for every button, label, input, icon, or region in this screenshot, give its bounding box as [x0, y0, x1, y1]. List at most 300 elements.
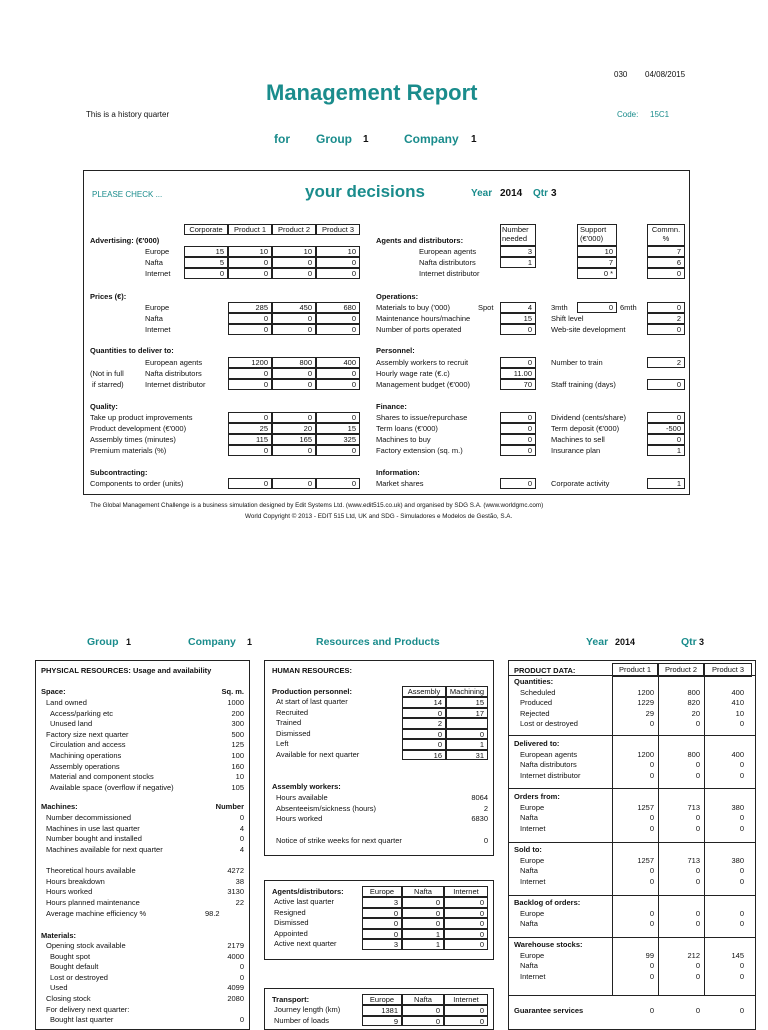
website-label: Web-site development — [551, 325, 626, 334]
machines-buy-label: Machines to buy — [376, 435, 431, 444]
operations-label: Operations: — [376, 292, 419, 301]
agents-row-label: Internet distributor — [419, 269, 480, 278]
market-shares-label: Market shares — [376, 479, 424, 488]
advertising-row-label: Internet — [145, 269, 171, 278]
machine-row-value: 4 — [239, 844, 244, 854]
advertising-europe-p3[interactable]: 10 — [316, 246, 360, 257]
product-row-value: 0 — [739, 961, 744, 971]
agent-europe-value: 0 — [362, 918, 402, 929]
transport-europe-header: Europe — [362, 994, 402, 1005]
personnel-label: Personnel: — [376, 346, 415, 355]
recruit-label: Assembly workers to recruit — [376, 358, 469, 367]
col-header-product-2: Product 2 — [272, 224, 316, 235]
p2-company-value: 1 — [247, 637, 253, 647]
price-europe-p2[interactable]: 450 — [272, 302, 316, 313]
product-data-title: PRODUCT DATA: — [514, 666, 576, 675]
information-label: Information: — [376, 468, 420, 477]
machines-sell-input[interactable]: 0 — [647, 434, 685, 445]
nafta-distributors-commission[interactable]: 6 — [647, 257, 685, 268]
shares-input[interactable]: 0 — [500, 412, 536, 423]
materials-label: Materials: — [41, 931, 77, 940]
production-row-label: At start of last quarter — [276, 697, 348, 706]
ports-input[interactable]: 0 — [500, 324, 536, 335]
qty-internet-p2[interactable]: 0 — [272, 379, 316, 390]
product-row-value: 0 — [649, 876, 654, 886]
product-row-value: 145 — [731, 950, 744, 960]
nafta-distributors-number[interactable]: 1 — [500, 257, 536, 268]
production-row-label: Recruited — [276, 707, 309, 717]
product-row-value: 0 — [739, 813, 744, 823]
group-value: 1 — [363, 134, 369, 145]
quantities-row-label: Nafta distributors — [145, 369, 202, 378]
price-nafta-p2[interactable]: 0 — [272, 313, 316, 324]
agents-europe-header: Europe — [362, 886, 402, 897]
assembly-worker-label: Hours available — [276, 793, 328, 802]
european-agents-support[interactable]: 10 — [577, 246, 617, 257]
machines-sell-label: Machines to sell — [551, 435, 605, 444]
col-header-product-3: Product 3 — [316, 224, 360, 235]
term-deposit-label: Term deposit (€'000) — [551, 424, 620, 433]
product-row-label: Europe — [520, 908, 545, 918]
product-row-label: Rejected — [520, 708, 550, 718]
advertising-internet-corporate[interactable]: 0 — [184, 268, 228, 279]
machine-row-label: Machines in use last quarter — [46, 823, 140, 833]
internet-distributor-commission[interactable]: 0 — [647, 268, 685, 279]
space-row-value: 300 — [231, 719, 244, 729]
assembly-worker-label: Absenteeism/sickness (hours) — [276, 803, 377, 813]
price-nafta-p3[interactable]: 0 — [316, 313, 360, 324]
product-section-divider — [508, 675, 756, 676]
components-p2[interactable]: 0 — [272, 478, 316, 489]
machining-value: 31 — [446, 750, 488, 761]
maintenance-input[interactable]: 15 — [500, 313, 536, 324]
quantities-row-note: if starred) — [92, 380, 124, 389]
space-row-label: Machining operations — [50, 751, 122, 760]
material-row-label: For delivery next quarter: — [46, 1004, 130, 1014]
product-3-header: Product 3 — [704, 663, 752, 677]
product-row-label: Nafta distributors — [520, 760, 577, 770]
product-row-value: 0 — [649, 760, 654, 770]
advertising-internet-p1[interactable]: 0 — [228, 268, 272, 279]
group-label: Group — [316, 132, 352, 146]
quality-premium-p1[interactable]: 0 — [228, 445, 272, 456]
spot-label: Spot — [478, 303, 494, 312]
material-row-value: 0 — [239, 1015, 244, 1025]
space-row-value: 500 — [231, 729, 244, 739]
product-section-divider — [508, 895, 756, 896]
product-row-value: 0 — [695, 919, 700, 929]
product-row-value: 0 — [649, 770, 654, 780]
budget-label: Management budget (€'000) — [376, 380, 470, 389]
agent-nafta-value: 1 — [402, 929, 444, 940]
quality-improvements-p2[interactable]: 0 — [272, 412, 316, 423]
materials-6mth-input[interactable]: 0 — [647, 302, 685, 313]
product-row-value: 1200 — [637, 687, 654, 697]
shares-label: Shares to issue/repurchase — [376, 413, 468, 422]
space-row-label: Available space (overflow if negative) — [50, 782, 174, 792]
transport-europe-value: 9 — [362, 1016, 402, 1027]
strike-value: 0 — [483, 836, 488, 845]
term-loans-input[interactable]: 0 — [500, 423, 536, 434]
material-row-label: Used — [50, 983, 68, 993]
decisions-title: your decisions — [305, 182, 425, 201]
machines-unit: Number — [215, 802, 244, 811]
transport-nafta-value: 0 — [402, 1005, 444, 1016]
corporate-activity-label: Corporate activity — [551, 479, 610, 488]
efficiency-value: 98.2 — [205, 909, 220, 918]
advertising-internet-p2[interactable]: 0 — [272, 268, 316, 279]
material-row-label: Closing stock — [46, 994, 91, 1003]
product-section-label: Delivered to: — [514, 739, 560, 748]
machine-row-label: Machines available for next quarter — [46, 844, 163, 854]
price-nafta-p1[interactable]: 0 — [228, 313, 272, 324]
report-ref-number: 030 — [614, 70, 628, 79]
number-needed-header: Number needed — [500, 224, 536, 246]
product-section-label: Backlog of orders: — [514, 898, 581, 907]
staff-training-input[interactable]: 0 — [647, 379, 685, 390]
product-row-value: 0 — [649, 919, 654, 929]
space-row-label: Factory size next quarter — [46, 729, 129, 739]
product-row-value: 0 — [695, 876, 700, 886]
product-section-label: Orders from: — [514, 792, 560, 801]
recruit-input[interactable]: 0 — [500, 357, 536, 368]
commission-header: Commn. % — [647, 224, 685, 246]
shift-level-input[interactable]: 2 — [647, 313, 685, 324]
transport-nafta-header: Nafta — [402, 994, 444, 1005]
price-internet-p1[interactable]: 0 — [228, 324, 272, 335]
quality-improvements-p1[interactable]: 0 — [228, 412, 272, 423]
quality-improvements-p3[interactable]: 0 — [316, 412, 360, 423]
report-date: 04/08/2015 — [645, 70, 686, 79]
qty-internet-p3[interactable]: 0 — [316, 379, 360, 390]
agents-nafta-header: Nafta — [402, 886, 444, 897]
code-label: Code: — [617, 110, 639, 119]
prices-row-label: Europe — [145, 303, 170, 312]
production-row-label: Left — [276, 739, 289, 748]
p2-qtr-value: 3 — [699, 637, 705, 647]
machining-value: 15 — [446, 697, 488, 708]
qty-internet-p1[interactable]: 0 — [228, 379, 272, 390]
advertising-nafta-p3[interactable]: 0 — [316, 257, 360, 268]
qty-nafta-p2[interactable]: 0 — [272, 368, 316, 379]
quality-development-p3[interactable]: 15 — [316, 423, 360, 434]
agents-label: Agents and distributors: — [376, 236, 464, 245]
machine-hours-label: Hours worked — [46, 887, 93, 897]
agent-europe-value: 0 — [362, 908, 402, 919]
product-row-label: Europe — [520, 855, 545, 865]
product-row-value: 0 — [739, 719, 744, 729]
p2-group-value: 1 — [126, 637, 132, 647]
decisions-qtr-value: 3 — [551, 188, 557, 199]
agent-row-label: Dismissed — [274, 918, 309, 928]
price-internet-p3[interactable]: 0 — [316, 324, 360, 335]
product-row-label: European agents — [520, 749, 578, 759]
advertising-internet-p3[interactable]: 0 — [316, 268, 360, 279]
space-row-value: 105 — [231, 782, 244, 792]
machining-col-header: Machining — [446, 686, 488, 697]
quality-development-p1[interactable]: 25 — [228, 423, 272, 434]
space-row-label: Unused land — [50, 719, 93, 729]
product-row-value: 380 — [731, 802, 744, 812]
p2-company-label: Company — [188, 636, 236, 648]
product-row-value: 0 — [695, 823, 700, 833]
product-section-divider — [508, 788, 756, 789]
human-title: HUMAN RESOURCES: — [272, 666, 353, 675]
product-row-value: 400 — [731, 749, 744, 759]
product-row-value: 713 — [687, 855, 700, 865]
product-row-value: 0 — [739, 760, 744, 770]
product-row-value: 1257 — [637, 802, 654, 812]
assembly-worker-label: Hours worked — [276, 814, 323, 823]
european-agents-number[interactable]: 3 — [500, 246, 536, 257]
product-row-value: 0 — [649, 866, 654, 876]
code-value: 15C1 — [650, 110, 670, 119]
corporate-activity-input[interactable]: 1 — [647, 478, 685, 489]
assembly-value: 0 — [402, 739, 446, 750]
product-row-value: 0 — [739, 919, 744, 929]
price-europe-p3[interactable]: 680 — [316, 302, 360, 313]
please-check-label: PLEASE CHECK ... — [92, 190, 163, 199]
machines-label: Machines: — [41, 802, 78, 811]
product-row-label: Produced — [520, 698, 553, 708]
assembly-value: 14 — [402, 697, 446, 708]
product-row-value: 0 — [649, 719, 654, 729]
subcontracting-label: Subcontracting: — [90, 468, 148, 477]
materials-spot-input[interactable]: 4 — [500, 302, 536, 313]
website-input[interactable]: 0 — [647, 324, 685, 335]
product-row-value: 0 — [695, 961, 700, 971]
quality-assembly-p1[interactable]: 115 — [228, 434, 272, 445]
product-row-label: Internet — [520, 823, 546, 833]
history-note: This is a history quarter — [86, 110, 170, 119]
transport-nafta-value: 0 — [402, 1016, 444, 1027]
product-row-value: 0 — [739, 876, 744, 886]
product-row-value: 1229 — [637, 698, 654, 708]
company-value: 1 — [471, 134, 477, 145]
product-section-divider — [508, 842, 756, 843]
assembly-value: 16 — [402, 750, 446, 761]
transport-row-label: Journey length (km) — [274, 1005, 341, 1014]
product-row-value: 212 — [687, 950, 700, 960]
train-input[interactable]: 2 — [647, 357, 685, 368]
six-month-label: 6mth — [620, 303, 637, 312]
product-row-value: 820 — [687, 698, 700, 708]
space-row-value: 100 — [231, 751, 244, 760]
footer-line-1: The Global Management Challenge is a business simulation designed by Edit Systems Ltd. (www.edit515.co.uk) and organised by SDG S.A. (www.worldgmc.com) — [90, 502, 544, 509]
transport-label: Transport: — [272, 995, 310, 1004]
machine-hours-value: 4272 — [227, 866, 244, 875]
material-row-value: 4000 — [227, 951, 244, 961]
advertising-europe-corporate[interactable]: 15 — [184, 246, 228, 257]
advertising-label: Advertising: (€'000) — [90, 236, 160, 245]
product-section-label: Warehouse stocks: — [514, 940, 583, 949]
product-section-divider — [508, 937, 756, 938]
transport-internet-value: 0 — [444, 1016, 488, 1027]
machining-value: 1 — [446, 739, 488, 750]
product-row-value: 0 — [695, 813, 700, 823]
product-row-value: 0 — [739, 908, 744, 918]
product-row-value: 1257 — [637, 855, 654, 865]
staff-training-label: Staff training (days) — [551, 380, 616, 389]
nafta-distributors-support[interactable]: 7 — [577, 257, 617, 268]
material-row-label: Bought last quarter — [50, 1015, 114, 1025]
guarantee-value: 0 — [739, 1006, 744, 1015]
space-row-label: Access/parking etc — [50, 708, 113, 718]
quality-premium-p2[interactable]: 0 — [272, 445, 316, 456]
agent-nafta-value: 0 — [402, 918, 444, 929]
agent-internet-value: 0 — [444, 929, 488, 940]
train-label: Number to train — [551, 358, 603, 367]
qty-european-agents-p1[interactable]: 1200 — [228, 357, 272, 368]
advertising-europe-p2[interactable]: 10 — [272, 246, 316, 257]
strike-label: Notice of strike weeks for next quarter — [276, 836, 402, 845]
quality-assembly-p3[interactable]: 325 — [316, 434, 360, 445]
agent-europe-value: 3 — [362, 897, 402, 908]
agents-row-label: Nafta distributors — [419, 258, 476, 267]
space-row-value: 10 — [235, 772, 244, 782]
for-label: for — [274, 132, 290, 146]
space-unit: Sq. m. — [221, 687, 244, 696]
quality-premium-p3[interactable]: 0 — [316, 445, 360, 456]
material-row-value: 2179 — [227, 941, 244, 950]
product-row-value: 410 — [731, 698, 744, 708]
assembly-worker-value: 8064 — [471, 793, 488, 802]
agent-internet-value: 0 — [444, 897, 488, 908]
advertising-nafta-corporate[interactable]: 5 — [184, 257, 228, 268]
product-row-value: 29 — [645, 708, 654, 718]
product-row-label: Nafta — [520, 961, 538, 971]
product-row-value: 10 — [735, 708, 744, 718]
product-row-value: 0 — [695, 760, 700, 770]
internet-distributor-support[interactable]: 0 * — [577, 268, 617, 279]
three-month-label: 3mth — [551, 303, 568, 312]
material-row-value: 0 — [239, 972, 244, 982]
components-p3[interactable]: 0 — [316, 478, 360, 489]
dividend-label: Dividend (cents/share) — [551, 413, 627, 422]
machine-row-value: 0 — [239, 834, 244, 844]
product-row-value: 0 — [649, 961, 654, 971]
market-shares-input[interactable]: 0 — [500, 478, 536, 489]
agent-internet-value: 0 — [444, 939, 488, 950]
qty-nafta-p3[interactable]: 0 — [316, 368, 360, 379]
agent-internet-value: 0 — [444, 918, 488, 929]
product-row-value: 0 — [695, 908, 700, 918]
advertising-nafta-p2[interactable]: 0 — [272, 257, 316, 268]
wage-input[interactable]: 11.00 — [500, 368, 536, 379]
machine-row-value: 0 — [239, 813, 244, 822]
qty-european-agents-p3[interactable]: 400 — [316, 357, 360, 368]
production-row-label: Trained — [276, 718, 302, 727]
advertising-nafta-p1[interactable]: 0 — [228, 257, 272, 268]
quantities-row-label: Internet distributor — [145, 380, 206, 389]
p2-group-label: Group — [87, 636, 119, 648]
factory-extension-input[interactable]: 0 — [500, 445, 536, 456]
insurance-input[interactable]: 1 — [647, 445, 685, 456]
material-row-label: Lost or destroyed — [50, 972, 108, 982]
space-row-value: 160 — [231, 761, 244, 771]
transport-internet-header: Internet — [444, 994, 488, 1005]
col-header-product-1: Product 1 — [228, 224, 272, 235]
product-section-divider — [508, 995, 756, 996]
product-row-value: 1200 — [637, 749, 654, 759]
budget-input[interactable]: 70 — [500, 379, 536, 390]
ports-label: Number of ports operated — [376, 325, 462, 334]
qty-nafta-p1[interactable]: 0 — [228, 368, 272, 379]
product-row-label: Internet — [520, 876, 546, 886]
material-row-value: 4099 — [227, 983, 244, 993]
product-row-label: Lost or destroyed — [520, 719, 578, 729]
price-internet-p2[interactable]: 0 — [272, 324, 316, 335]
product-row-label: Nafta — [520, 866, 538, 876]
product-row-value: 0 — [695, 971, 700, 981]
prices-row-label: Nafta — [145, 314, 163, 323]
assembly-workers-label: Assembly workers: — [272, 782, 341, 791]
agent-nafta-value: 1 — [402, 939, 444, 950]
company-label: Company — [404, 132, 459, 146]
quantities-row-label: European agents — [145, 358, 203, 367]
guarantee-value: 0 — [649, 1006, 654, 1015]
quality-assembly-p2[interactable]: 165 — [272, 434, 316, 445]
machine-row-label: Number decommissioned — [46, 813, 132, 822]
shift-level-label: Shift level — [551, 314, 584, 323]
assembly-worker-value: 6830 — [471, 814, 488, 823]
machines-buy-input[interactable]: 0 — [500, 434, 536, 445]
product-row-label: Nafta — [520, 919, 538, 929]
agent-row-label: Appointed — [274, 928, 308, 938]
agent-europe-value: 3 — [362, 939, 402, 950]
term-deposit-input[interactable]: -500 — [647, 423, 685, 434]
materials-3mth-input[interactable]: 0 — [577, 302, 617, 313]
price-europe-p1[interactable]: 285 — [228, 302, 272, 313]
subcontracting-row-label: Components to order (units) — [90, 479, 184, 488]
agent-nafta-value: 0 — [402, 908, 444, 919]
product-row-value: 0 — [649, 823, 654, 833]
transport-internet-value: 0 — [444, 1005, 488, 1016]
space-row-label: Land owned — [46, 698, 87, 707]
p2-year-value: 2014 — [615, 637, 636, 647]
space-row-value: 125 — [231, 740, 244, 750]
quality-label: Quality: — [90, 402, 118, 411]
report-title: Management Report — [266, 80, 478, 105]
factory-extension-label: Factory extension (sq. m.) — [376, 446, 463, 455]
quality-row-label: Premium materials (%) — [90, 446, 167, 455]
quantities-row-note: (Not in full — [90, 369, 124, 378]
product-row-value: 800 — [687, 749, 700, 759]
product-row-value: 20 — [691, 708, 700, 718]
european-agents-commission[interactable]: 7 — [647, 246, 685, 257]
machine-hours-label: Hours planned maintenance — [46, 897, 140, 907]
footer-line-2: World Copyright © 2013 - EDIT 515 Ltd, UK and SDG - Simuladores e Modelos de Gestão, S.A. — [245, 513, 513, 520]
product-row-value: 0 — [739, 770, 744, 780]
components-p1[interactable]: 0 — [228, 478, 272, 489]
product-row-label: Internet distributor — [520, 770, 581, 780]
quality-development-p2[interactable]: 20 — [272, 423, 316, 434]
qty-european-agents-p2[interactable]: 800 — [272, 357, 316, 368]
advertising-europe-p1[interactable]: 10 — [228, 246, 272, 257]
machine-hours-label: Hours breakdown — [46, 876, 105, 886]
production-row-label: Dismissed — [276, 728, 311, 738]
wage-label: Hourly wage rate (€.c) — [376, 369, 450, 378]
product-section-label: Quantities: — [514, 677, 554, 686]
machining-value — [446, 718, 488, 729]
product-row-value: 0 — [695, 866, 700, 876]
space-row-label: Material and component stocks — [50, 772, 154, 782]
dividend-input[interactable]: 0 — [647, 412, 685, 423]
space-label: Space: — [41, 687, 66, 696]
agents-internet-header: Internet — [444, 886, 488, 897]
material-row-label: Bought spot — [50, 951, 91, 961]
machine-hours-value: 22 — [235, 897, 244, 907]
